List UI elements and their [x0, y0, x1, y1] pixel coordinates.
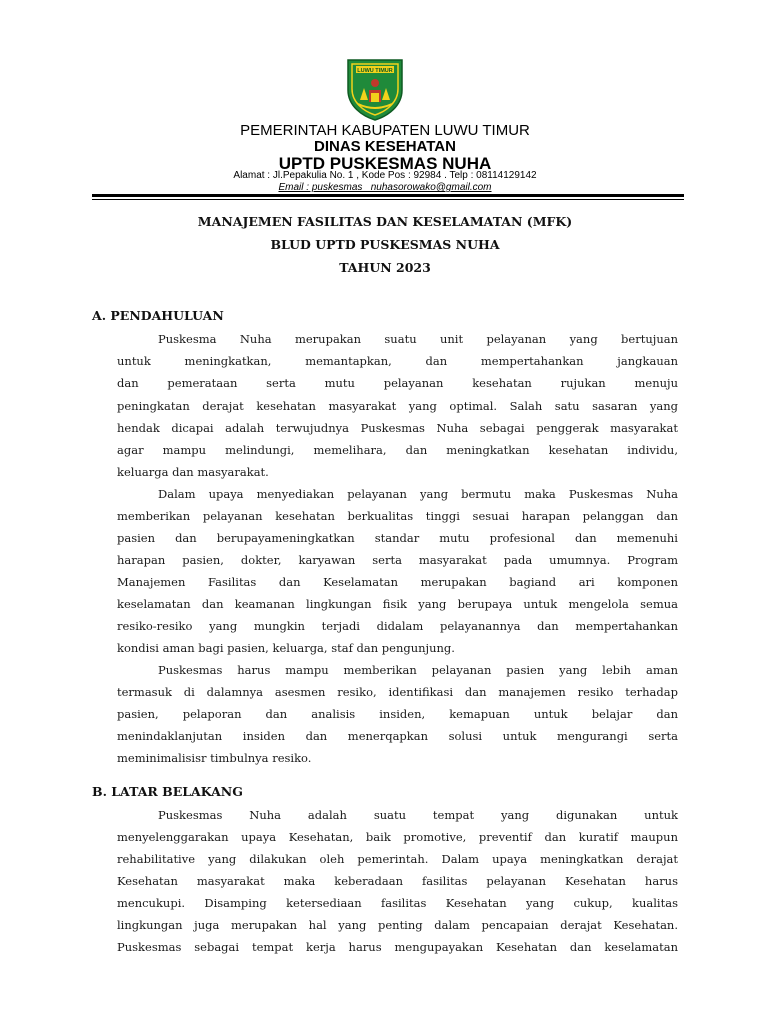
header-government: PEMERINTAH KABUPATEN LUWU TIMUR: [240, 122, 530, 139]
logo-text: LUWU TIMUR: [357, 67, 393, 74]
paragraph-line: keselamatan dan keamanan lingkungan fisik yang berupaya untuk mengelola semua: [117, 597, 678, 611]
paragraph-line: menyelenggarakan upaya Kesehatan, baik promotive, preventif dan kuratif maupun: [117, 830, 678, 844]
paragraph-line: keluarga dan masyarakat.: [117, 465, 269, 479]
paragraph-line: rehabilitative yang dilakukan oleh pemerintah. Dalam upaya meningkatkan derajat: [117, 852, 678, 866]
header-department: DINAS KESEHATAN: [314, 138, 456, 155]
paragraph-line: dan pemerataan serta mutu pelayanan kesehatan rujukan menuju: [117, 376, 678, 390]
paragraph-line: hendak dicapai adalah terwujudnya Puskesmas Nuha sebagai penggerak masyarakat: [117, 421, 678, 435]
header-address: Alamat : Jl.Pepakulia No. 1 , Kode Pos : 92984 . Telp : 08114129142: [233, 170, 537, 181]
paragraph-line: meminimalisisr timbulnya resiko.: [117, 751, 312, 765]
paragraph-line: Puskesma Nuha merupakan suatu unit pelayanan yang bertujuan: [158, 332, 678, 346]
paragraph-line: agar mampu melindungi, memelihara, dan meningkatkan kesehatan individu,: [117, 443, 678, 457]
paragraph-line: Kesehatan masyarakat maka keberadaan fasilitas pelayanan Kesehatan harus: [117, 874, 678, 888]
paragraph-line: resiko-resiko yang mungkin terjadi didalam pelayanannya dan mempertahankan: [117, 619, 678, 633]
header-rule-thick: [92, 194, 684, 197]
paragraph-line: untuk meningkatkan, memantapkan, dan mempertahankan jangkauan: [117, 354, 678, 368]
paragraph-line: menindaklanjutan insiden dan menerqapkan solusi untuk mengurangi serta: [117, 729, 678, 743]
paragraph-line: Puskesmas harus mampu memberikan pelayanan pasien yang lebih aman: [158, 663, 678, 677]
paragraph-line: peningkatan derajat kesehatan masyarakat yang optimal. Salah satu sasaran yang: [117, 399, 678, 413]
section-a-heading: A. PENDAHULUAN: [92, 308, 224, 323]
paragraph-line: pasien dan berupayameningkatkan standar mutu profesional dan memenuhi: [117, 531, 678, 545]
paragraph-line: kondisi aman bagi pasien, keluarga, staf dan pengunjung.: [117, 641, 455, 655]
paragraph-line: Dalam upaya menyediakan pelayanan yang bermutu maka Puskesmas Nuha: [158, 487, 678, 501]
doc-title-line2: BLUD UPTD PUSKESMAS NUHA: [270, 237, 500, 252]
header-institution: UPTD PUSKESMAS NUHA: [278, 154, 492, 173]
header-email: Email : puskesmas _nuhasorowako@gmail.com: [278, 182, 492, 193]
luwu-timur-logo: [342, 56, 408, 122]
doc-title-line1: MANAJEMEN FASILITAS DAN KESELAMATAN (MFK): [197, 214, 573, 229]
paragraph-line: Manajemen Fasilitas dan Keselamatan merupakan bagiand ari komponen: [117, 575, 678, 589]
paragraph-line: termasuk di dalamnya asesmen resiko, identifikasi dan manajemen resiko terhadap: [117, 685, 678, 699]
paragraph-line: pasien, pelaporan dan analisis insiden, kemapuan untuk belajar dan: [117, 707, 678, 721]
header-rule-thin: [92, 199, 684, 200]
paragraph-line: Puskesmas Nuha adalah suatu tempat yang digunakan untuk: [158, 808, 678, 822]
paragraph-line: lingkungan juga merupakan hal yang penting dalam pencapaian derajat Kesehatan.: [117, 918, 678, 932]
paragraph-line: mencukupi. Disamping ketersediaan fasilitas Kesehatan yang cukup, kualitas: [117, 896, 678, 910]
paragraph-line: Puskesmas sebagai tempat kerja harus mengupayakan Kesehatan dan keselamatan: [117, 940, 678, 954]
doc-title-line3: TAHUN 2023: [339, 260, 431, 275]
paragraph-line: harapan pasien, dokter, karyawan serta masyarakat pada umumnya. Program: [117, 553, 678, 567]
section-b-heading: B. LATAR BELAKANG: [92, 784, 243, 799]
paragraph-line: memberikan pelayanan kesehatan berkualitas tinggi sesuai harapan pelanggan dan: [117, 509, 678, 523]
